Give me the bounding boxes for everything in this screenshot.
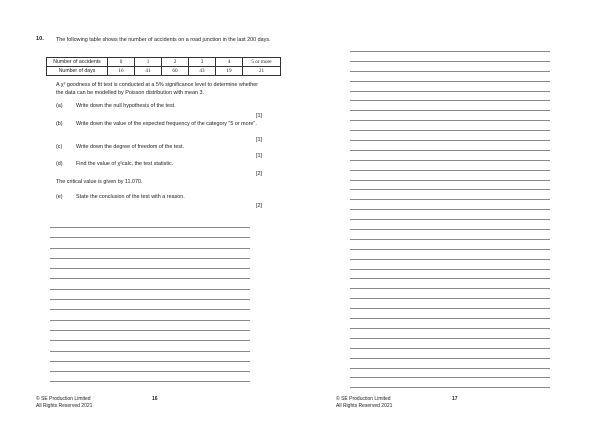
- footer-line-2: All Rights Reserved 2021: [36, 402, 93, 409]
- part-text-e: State the conclusion of the test with a reason.: [76, 194, 185, 200]
- marks-c: [1]: [256, 153, 262, 159]
- answer-line: [350, 199, 550, 200]
- answer-line: [50, 268, 250, 269]
- answer-line: [350, 259, 550, 260]
- answer-line: [350, 338, 550, 339]
- answer-line: [350, 249, 550, 250]
- footer-copyright: [336, 396, 392, 409]
- answer-line: [350, 348, 550, 349]
- part-label-e: (e): [56, 194, 63, 200]
- answer-lines-left: [50, 227, 250, 382]
- table-cell: 16: [108, 67, 135, 76]
- marks-a: [1]: [256, 113, 262, 119]
- answer-line: [350, 51, 550, 52]
- page-number: 16: [152, 396, 158, 402]
- answer-line: [50, 330, 250, 331]
- answer-line: [350, 328, 550, 329]
- answer-line: [350, 308, 550, 309]
- answer-line: [350, 100, 550, 101]
- answer-line: [350, 209, 550, 210]
- part-label-d: (d): [56, 161, 63, 167]
- answer-line: [50, 258, 250, 259]
- row-header-days: Number of days: [47, 67, 108, 76]
- table-cell: 0: [108, 58, 135, 67]
- answer-line: [350, 81, 550, 82]
- table-cell: 21: [243, 67, 281, 76]
- table-cell: 5 or more: [243, 58, 281, 67]
- answer-line: [350, 120, 550, 121]
- part-label-b: (b): [56, 121, 63, 127]
- footer-line-1: © SE Production Limited: [336, 396, 391, 402]
- answer-line: [350, 180, 550, 181]
- answer-line: [50, 278, 250, 279]
- part-label-a: (a): [56, 103, 63, 109]
- marks-b: [1]: [256, 137, 262, 143]
- answer-line: [350, 229, 550, 230]
- answer-line: [50, 381, 250, 382]
- answer-line: [50, 361, 250, 362]
- table-cell: 1: [135, 58, 162, 67]
- question-intro: The following table shows the number of accidents on a road junction in the last 200 days.: [56, 37, 271, 43]
- part-text-d: Find the value of χ²calc, the test statistic.: [76, 161, 174, 167]
- answer-line: [350, 269, 550, 270]
- answer-line: [50, 248, 250, 249]
- right-page: [300, 0, 600, 424]
- row-header-accidents: Number of accidents: [47, 58, 108, 67]
- marks-d: [2]: [256, 171, 262, 177]
- answer-line: [350, 368, 550, 369]
- footer-line-2: All Rights Reserved 2021: [336, 402, 393, 409]
- answer-line: [350, 239, 550, 240]
- answer-line: [350, 160, 550, 161]
- table-cell: 60: [162, 67, 189, 76]
- answer-line: [350, 170, 550, 171]
- answer-line: [350, 377, 550, 378]
- accidents-table: [46, 57, 281, 76]
- answer-line: [350, 189, 550, 190]
- answer-line: [50, 237, 250, 238]
- table-cell: 3: [189, 58, 216, 67]
- marks-e: [2]: [256, 203, 262, 209]
- answer-line: [50, 299, 250, 300]
- answer-line: [350, 110, 550, 111]
- answer-line: [50, 320, 250, 321]
- answer-line: [350, 298, 550, 299]
- answer-lines-right: [350, 51, 550, 388]
- answer-line: [50, 340, 250, 341]
- question-number: 10.: [36, 36, 44, 42]
- footer-copyright: [36, 396, 92, 409]
- part-text-b: Write down the value of the expected frequency of the category "5 or more".: [76, 121, 257, 127]
- answer-line: [350, 318, 550, 319]
- table-cell: 19: [216, 67, 243, 76]
- table-cell: 4: [216, 58, 243, 67]
- table-row: [47, 58, 281, 67]
- answer-line: [350, 219, 550, 220]
- test-description: A χ² goodness of fit test is conducted at a 5% significance level to determine whether the data can be modelled by Poisson distribution with mean 3.: [56, 82, 259, 96]
- footer-line-1: © SE Production Limited: [36, 396, 91, 402]
- part-text-a: Write down the null hypothesis of the test.: [76, 103, 176, 109]
- answer-line: [50, 227, 250, 228]
- answer-line: [350, 130, 550, 131]
- answer-line: [350, 61, 550, 62]
- part-text-c: Write down the degree of freedom of the test.: [76, 144, 185, 150]
- answer-line: [350, 91, 550, 92]
- answer-line: [350, 358, 550, 359]
- table-cell: 2: [162, 58, 189, 67]
- answer-line: [50, 351, 250, 352]
- answer-line: [50, 309, 250, 310]
- table-cell: 41: [135, 67, 162, 76]
- table-row: [47, 67, 281, 76]
- answer-line: [50, 289, 250, 290]
- answer-line: [350, 140, 550, 141]
- table-cell: 43: [189, 67, 216, 76]
- answer-line: [50, 371, 250, 372]
- answer-line: [350, 387, 550, 388]
- answer-line: [350, 288, 550, 289]
- critical-value-text: The critical value is given by 11.070.: [56, 179, 143, 185]
- answer-line: [350, 71, 550, 72]
- page-number: 17: [452, 396, 458, 402]
- part-label-c: (c): [56, 144, 63, 150]
- answer-line: [350, 150, 550, 151]
- answer-line: [350, 278, 550, 279]
